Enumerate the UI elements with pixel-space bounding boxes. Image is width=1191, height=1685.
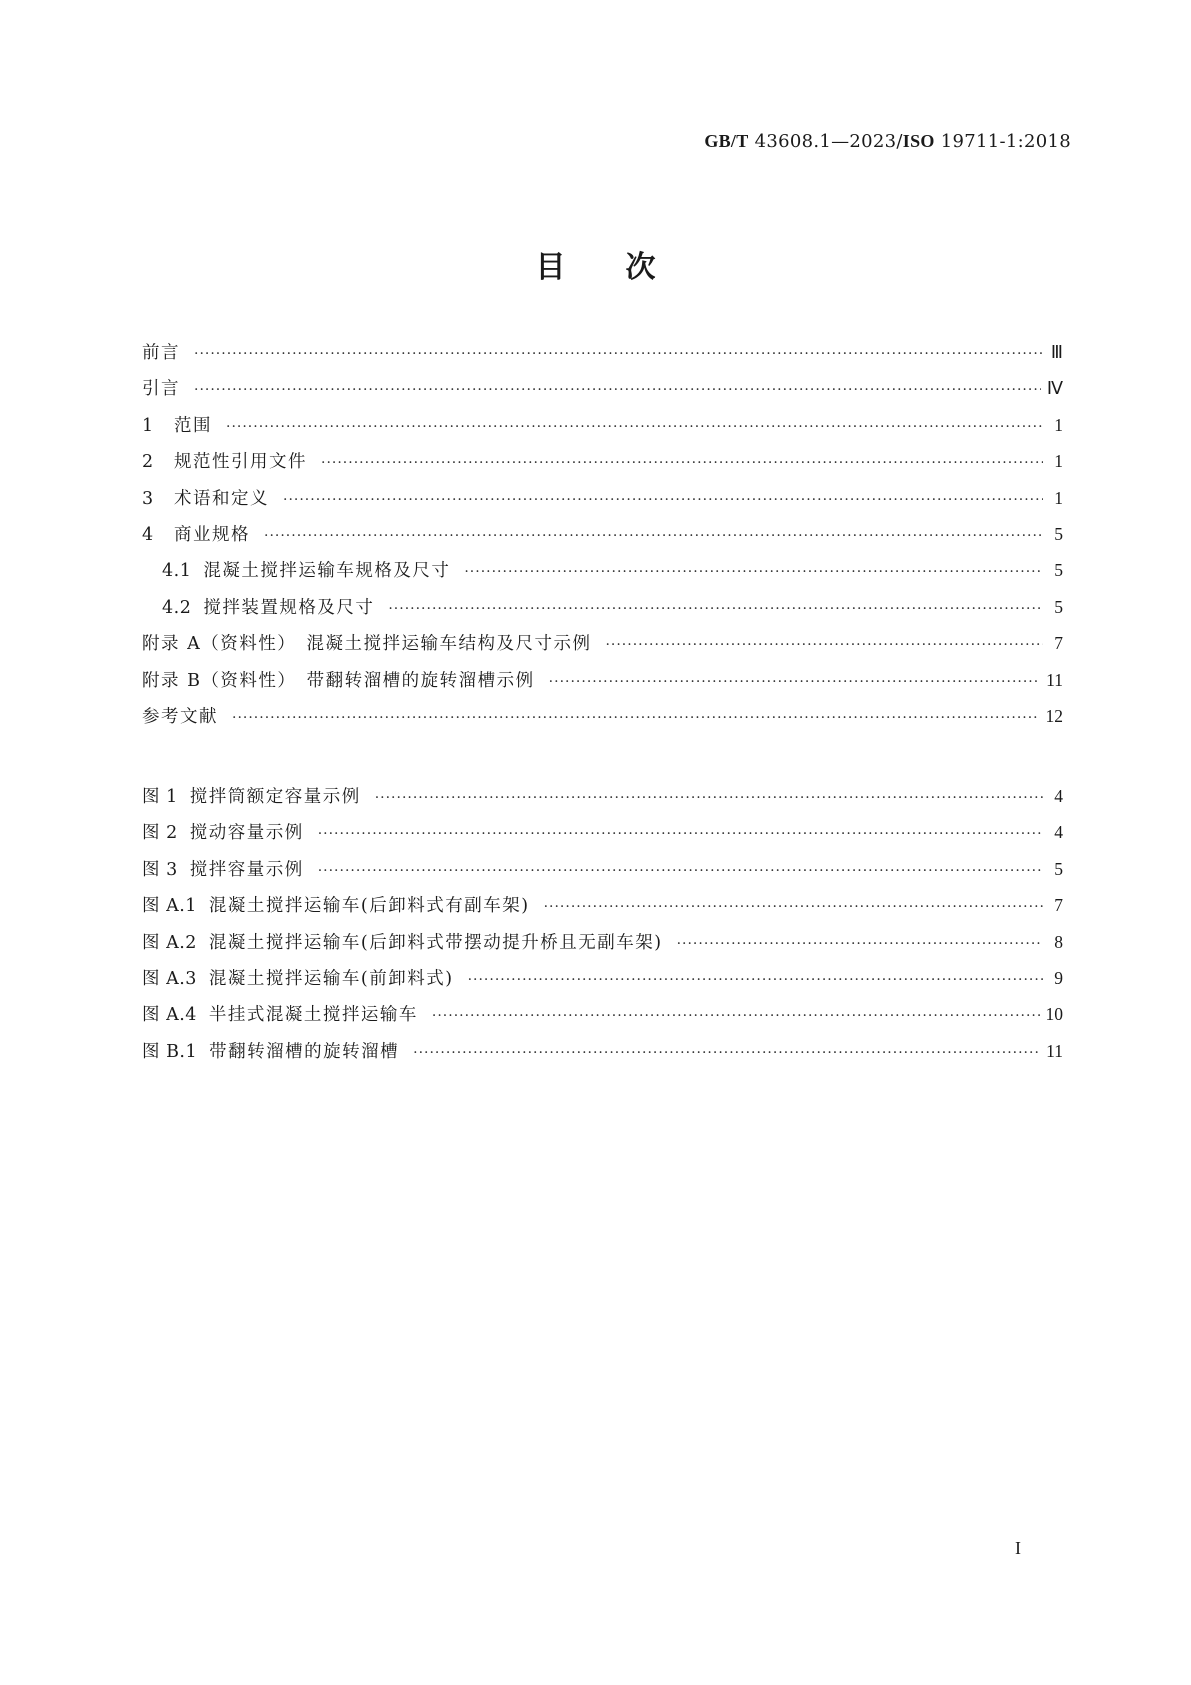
- figure-entry[interactable]: 图 B.1 带翻转溜槽的旋转溜槽 ····· 11: [142, 1038, 1063, 1074]
- leader-dots: [468, 972, 1043, 988]
- figure-entry[interactable]: 图 A.3 混凝土搅拌运输车(前卸料式) ····· 9: [142, 965, 1063, 1001]
- table-of-contents: [142, 339, 1063, 739]
- leader-dots: [464, 564, 1043, 580]
- page-number: I: [1015, 1538, 1021, 1558]
- leader-dots: [318, 826, 1043, 842]
- toc-entry[interactable]: 2 规范性引用文件 ····· 1: [142, 448, 1063, 484]
- toc-subentry[interactable]: 4.1 混凝土搅拌运输车规格及尺寸 ····· 5: [142, 557, 1063, 593]
- toc-entry[interactable]: 引言 ····· Ⅳ: [142, 375, 1063, 411]
- toc-entry[interactable]: 附录 A（资料性） 混凝土搅拌运输车结构及尺寸示例 ····· 7: [142, 630, 1063, 666]
- figure-entry[interactable]: 图 A.2 混凝土搅拌运输车(后卸料式带摆动提升桥且无副车架) ····· 8: [142, 929, 1063, 965]
- figure-entry[interactable]: 图 A.4 半挂式混凝土搅拌运输车 ····· 10: [142, 1001, 1063, 1037]
- leader-dots: [194, 382, 1041, 398]
- leader-dots: [232, 710, 1040, 726]
- leader-dots: [432, 1008, 1040, 1024]
- leader-dots: [388, 601, 1043, 617]
- list-of-figures: [142, 783, 1063, 1074]
- leader-dots: [375, 790, 1043, 806]
- leader-dots: [544, 899, 1043, 915]
- leader-dots: [318, 863, 1043, 879]
- leader-dots: [283, 492, 1043, 508]
- leader-dots: [194, 346, 1043, 362]
- leader-dots: [605, 637, 1043, 653]
- leader-dots: [677, 936, 1043, 952]
- toc-entry[interactable]: 前言 ····· Ⅲ: [142, 339, 1063, 375]
- figure-entry[interactable]: 图 1 搅拌筒额定容量示例 ····· 4: [142, 783, 1063, 819]
- toc-entry[interactable]: 附录 B（资料性） 带翻转溜槽的旋转溜槽示例 ····· 11: [142, 667, 1063, 703]
- toc-entry[interactable]: 4 商业规格 ····· 5: [142, 521, 1063, 557]
- toc-subentry[interactable]: 4.2 搅拌装置规格及尺寸 ····· 5: [142, 594, 1063, 630]
- leader-dots: [321, 455, 1043, 471]
- toc-entry[interactable]: 参考文献 ····· 12: [142, 703, 1063, 739]
- leader-dots: [413, 1045, 1040, 1061]
- standard-code: GB/T 43608.1—2023/ISO 19711-1:2018: [704, 131, 1071, 152]
- page-title: 目次: [535, 250, 716, 285]
- figure-entry[interactable]: 图 3 搅拌容量示例 ····· 5: [142, 856, 1063, 892]
- leader-dots: [549, 674, 1040, 690]
- toc-entry[interactable]: 3 术语和定义 ····· 1: [142, 485, 1063, 521]
- figure-entry[interactable]: 图 2 搅动容量示例 ····· 4: [142, 819, 1063, 855]
- toc-entry[interactable]: 1 范围 ····· 1: [142, 412, 1063, 448]
- figure-entry[interactable]: 图 A.1 混凝土搅拌运输车(后卸料式有副车架) ····· 7: [142, 892, 1063, 928]
- leader-dots: [264, 528, 1043, 544]
- leader-dots: [226, 419, 1043, 435]
